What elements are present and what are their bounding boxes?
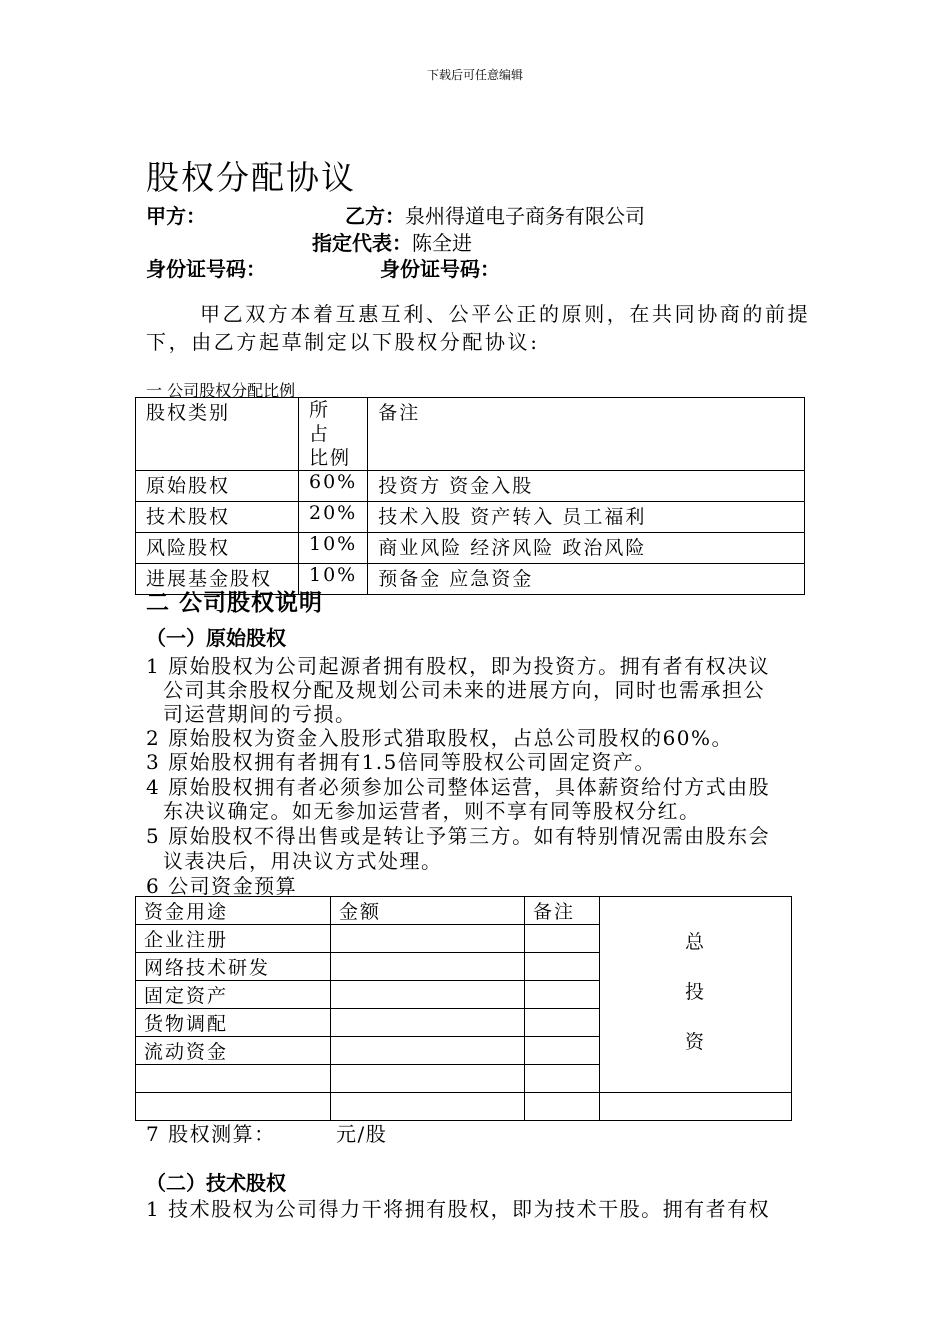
equity-ratio-table — [135, 397, 805, 595]
table-cell — [331, 1093, 525, 1121]
total-char: 投 — [684, 981, 706, 1003]
total-char: 总 — [684, 931, 706, 953]
table-cell — [331, 925, 525, 953]
table-cell: 技术股权 — [136, 502, 299, 533]
list-item: 公司其余股权分配及规划公司未来的进展方向，同时也需承担公 — [163, 678, 765, 702]
sub2-title: （二）技术股权 — [146, 1171, 286, 1195]
table-cell: 60% — [299, 471, 368, 502]
intro-line-1: 甲乙双方本着互惠互利、公平公正的原则，在共同协商的前提 — [200, 302, 811, 326]
list-item: 6 公司资金预算 — [146, 874, 298, 898]
table-cell: 风险股权 — [136, 533, 299, 564]
table-cell: 商业风险 经济风险 政治风险 — [368, 533, 805, 564]
item7-label: 7 股权测算： — [146, 1122, 276, 1146]
document-title: 股权分配协议 — [146, 158, 356, 197]
table-cell: 企业注册 — [136, 925, 331, 953]
item7-unit: 元/股 — [336, 1122, 388, 1146]
list-item: 东决议确定。如无参加运营者，则不享有同等股权分红。 — [163, 799, 701, 823]
table-cell: 10% — [299, 564, 368, 595]
party-a-label: 甲方： — [146, 204, 206, 228]
header-line: 比例 — [309, 447, 352, 469]
table-cell — [331, 1009, 525, 1037]
table-cell — [331, 981, 525, 1009]
table-cell: 原始股权 — [136, 471, 299, 502]
table-row — [136, 1093, 792, 1121]
table-cell: 货物调配 — [136, 1009, 331, 1037]
table-cell: 技术入股 资产转入 员工福利 — [368, 502, 805, 533]
table-cell — [525, 1037, 600, 1065]
table-cell: 流动资金 — [136, 1037, 331, 1065]
table-cell — [525, 1065, 600, 1093]
list-item: 4 原始股权拥有者必须参加公司整体运营，具体薪资给付方式由股 — [146, 775, 771, 799]
table-header-cell: 股权类别 — [136, 398, 299, 471]
table-cell: 投资方 资金入股 — [368, 471, 805, 502]
table-cell — [525, 953, 600, 981]
id-label-a: 身份证号码： — [146, 257, 266, 281]
table-cell: 10% — [299, 533, 368, 564]
table-cell — [331, 1065, 525, 1093]
representative-line — [312, 227, 472, 256]
table-cell — [136, 1093, 331, 1121]
table-header-cell: 金额 — [331, 897, 525, 925]
table-header-cell: 备注 — [525, 897, 600, 925]
table-cell — [136, 1065, 331, 1093]
table-row — [136, 502, 805, 533]
intro-line-2: 下，由乙方起草制定以下股权分配协议: — [146, 330, 540, 354]
table-cell — [331, 953, 525, 981]
party-b-line — [345, 200, 645, 229]
budget-table — [135, 896, 792, 1121]
table-cell — [525, 981, 600, 1009]
table-row — [136, 471, 805, 502]
table-cell: 网络技术研发 — [136, 953, 331, 981]
table-header-cell: 备注 — [368, 398, 805, 471]
table-row — [136, 897, 792, 925]
table-cell — [525, 1093, 600, 1121]
table-row — [136, 533, 805, 564]
table-cell — [331, 1037, 525, 1065]
list-item: 2 原始股权为资金入股形式猎取股权，占总公司股权的60%。 — [146, 726, 734, 750]
table-cell: 预备金 应急资金 — [368, 564, 805, 595]
total-investment-cell — [600, 897, 792, 1093]
table-row — [136, 398, 805, 471]
table-header-cell: 资金用途 — [136, 897, 331, 925]
table-header-cell — [299, 398, 368, 471]
table-cell: 20% — [299, 502, 368, 533]
total-char: 资 — [684, 1031, 706, 1053]
list-item: 1 技术股权为公司得力干将拥有股权，即为技术干股。拥有者有权 — [146, 1197, 771, 1221]
list-item: 司运营期间的亏损。 — [163, 702, 357, 726]
table-cell — [525, 925, 600, 953]
table-cell: 进展基金股权 — [136, 564, 299, 595]
section1-title: 一 公司股权分配比例 — [146, 381, 296, 400]
list-item: 3 原始股权拥有者拥有1.5倍同等股权公司固定资产。 — [146, 750, 656, 774]
list-item: 5 原始股权不得出售或是转让予第三方。如有特别情况需由股东会 — [146, 824, 771, 848]
page-header: 下载后可任意编辑 — [426, 68, 523, 82]
sub1-title: （一）原始股权 — [146, 626, 286, 650]
rep-label: 指定代表： — [312, 231, 412, 255]
table-cell: 固定资产 — [136, 981, 331, 1009]
id-label-b: 身份证号码： — [380, 257, 500, 281]
rep-name: 陈全进 — [412, 231, 472, 255]
section2-title: 二 公司股权说明 — [146, 590, 324, 616]
list-item: 1 原始股权为公司起源者拥有股权，即为投资方。拥有者有权决议 — [146, 654, 771, 678]
table-cell — [600, 1093, 792, 1121]
table-cell — [525, 1009, 600, 1037]
list-item: 议表决后，用决议方式处理。 — [163, 849, 443, 873]
party-b-label: 乙方： — [345, 204, 405, 228]
party-b-name: 泉州得道电子商务有限公司 — [405, 204, 645, 228]
header-line: 所 占 — [309, 399, 331, 445]
